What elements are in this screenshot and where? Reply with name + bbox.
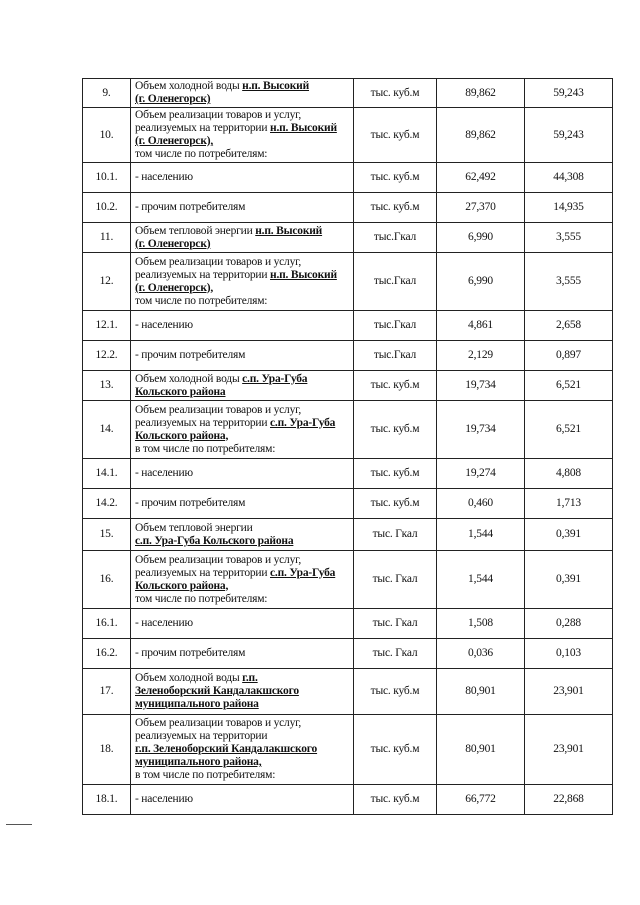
description-text: Объем реализации товаров и услуг, <box>135 255 302 268</box>
row-description <box>131 193 354 223</box>
description-line <box>135 467 349 480</box>
row-description <box>131 371 354 401</box>
description-line <box>135 769 349 782</box>
description-line <box>135 135 349 148</box>
description-line <box>135 269 349 282</box>
row-value-1: 19,734 <box>437 401 525 459</box>
row-number: 9. <box>83 79 131 108</box>
description-line <box>135 238 349 251</box>
row-number: 16.2. <box>83 639 131 669</box>
row-unit: тыс. куб.м <box>354 785 437 815</box>
description-line <box>135 282 349 295</box>
row-value-2: 44,308 <box>525 163 613 193</box>
row-value-2: 14,935 <box>525 193 613 223</box>
description-text: реализуемых на территории <box>135 566 271 579</box>
row-unit: тыс. куб.м <box>354 193 437 223</box>
table-row <box>83 341 613 371</box>
description-text: - прочим потребителям <box>135 201 246 213</box>
row-number: 16. <box>83 551 131 609</box>
data-table <box>82 78 613 815</box>
location-name: (г. Оленегорск), <box>135 281 214 294</box>
description-text: том числе по потребителям: <box>135 148 268 160</box>
row-number: 14. <box>83 401 131 459</box>
row-unit: тыс. куб.м <box>354 669 437 715</box>
table-row <box>83 551 613 609</box>
row-value-2: 0,391 <box>525 519 613 551</box>
location-name: с.п. Ура-Губа <box>270 416 336 429</box>
description-line <box>135 443 349 456</box>
row-value-1: 6,990 <box>437 223 525 253</box>
location-name: Кольского района <box>135 385 226 398</box>
row-unit: тыс. Гкал <box>354 639 437 669</box>
table-row <box>83 193 613 223</box>
table-row <box>83 715 613 785</box>
row-number: 10. <box>83 108 131 163</box>
description-text: реализуемых на территории <box>135 268 271 281</box>
location-name: муниципального района <box>135 698 259 710</box>
row-description <box>131 715 354 785</box>
description-text: том числе по потребителям: <box>135 592 268 605</box>
row-value-2: 2,658 <box>525 311 613 341</box>
description-text: в том числе по потребителям: <box>135 769 276 781</box>
row-value-2: 0,897 <box>525 341 613 371</box>
description-text: - прочим потребителям <box>135 647 246 659</box>
description-line <box>135 93 349 106</box>
row-value-2: 6,521 <box>525 371 613 401</box>
location-name: (г. Оленегорск) <box>135 237 211 250</box>
description-line <box>135 593 349 606</box>
row-description <box>131 163 354 193</box>
table-row <box>83 371 613 401</box>
row-number: 18. <box>83 715 131 785</box>
row-value-2: 22,868 <box>525 785 613 815</box>
description-line <box>135 497 349 510</box>
description-text: Объем реализации товаров и услуг, <box>135 717 302 729</box>
table-row <box>83 401 613 459</box>
description-text: - прочим потребителям <box>135 497 246 509</box>
row-description <box>131 519 354 551</box>
row-value-1: 1,544 <box>437 551 525 609</box>
row-value-1: 66,772 <box>437 785 525 815</box>
description-line <box>135 567 349 580</box>
row-description <box>131 489 354 519</box>
description-line <box>135 554 349 567</box>
row-value-1: 1,508 <box>437 609 525 639</box>
row-number: 12. <box>83 253 131 311</box>
row-unit: тыс. Гкал <box>354 609 437 639</box>
description-line <box>135 201 349 214</box>
description-line <box>135 756 349 769</box>
table-row <box>83 489 613 519</box>
description-text: в том числе по потребителям: <box>135 442 276 455</box>
row-number: 12.1. <box>83 311 131 341</box>
table-body <box>83 79 613 815</box>
row-value-1: 19,734 <box>437 371 525 401</box>
description-line <box>135 373 349 386</box>
location-name: (г. Оленегорск), <box>135 135 214 147</box>
row-value-2: 3,555 <box>525 223 613 253</box>
location-name: муниципального района, <box>135 756 262 768</box>
row-value-2: 0,391 <box>525 551 613 609</box>
row-unit: тыс. куб.м <box>354 79 437 108</box>
description-line <box>135 80 349 93</box>
row-value-2: 1,713 <box>525 489 613 519</box>
table-row <box>83 609 613 639</box>
row-description <box>131 79 354 108</box>
row-number: 14.2. <box>83 489 131 519</box>
table-row <box>83 459 613 489</box>
description-text: Объем холодной воды <box>135 80 243 92</box>
row-value-1: 0,460 <box>437 489 525 519</box>
row-value-1: 19,274 <box>437 459 525 489</box>
description-text: - населению <box>135 467 193 479</box>
description-line <box>135 730 349 743</box>
row-value-1: 80,901 <box>437 715 525 785</box>
row-value-2: 59,243 <box>525 79 613 108</box>
description-line <box>135 256 349 269</box>
row-number: 16.1. <box>83 609 131 639</box>
row-unit: тыс. куб.м <box>354 401 437 459</box>
location-name: (г. Оленегорск) <box>135 93 211 105</box>
description-line <box>135 386 349 399</box>
row-value-2: 59,243 <box>525 108 613 163</box>
row-value-1: 1,544 <box>437 519 525 551</box>
description-text: - населению <box>135 171 193 183</box>
row-number: 10.1. <box>83 163 131 193</box>
row-number: 12.2. <box>83 341 131 371</box>
description-line <box>135 535 349 548</box>
row-value-1: 89,862 <box>437 79 525 108</box>
row-number: 17. <box>83 669 131 715</box>
row-value-1: 2,129 <box>437 341 525 371</box>
description-line <box>135 698 349 711</box>
row-value-1: 27,370 <box>437 193 525 223</box>
location-name: н.п. Высокий <box>242 80 310 92</box>
row-unit: тыс. куб.м <box>354 715 437 785</box>
table-row <box>83 163 613 193</box>
row-value-2: 23,901 <box>525 715 613 785</box>
row-number: 10.2. <box>83 193 131 223</box>
description-text: том числе по потребителям: <box>135 294 268 307</box>
row-unit: тыс.Гкал <box>354 223 437 253</box>
description-text: Объем холодной воды <box>135 672 243 684</box>
row-value-1: 4,861 <box>437 311 525 341</box>
description-line <box>135 171 349 184</box>
table-row <box>83 519 613 551</box>
row-description <box>131 401 354 459</box>
row-number: 14.1. <box>83 459 131 489</box>
description-line <box>135 148 349 161</box>
location-name: г.п. Зеленоборский Кандалакшского <box>135 743 318 755</box>
row-unit: тыс. куб.м <box>354 459 437 489</box>
location-name: с.п. Ура-Губа <box>270 566 336 579</box>
description-line <box>135 430 349 443</box>
location-name: н.п. Высокий <box>255 224 323 237</box>
description-line <box>135 743 349 756</box>
description-line <box>135 522 349 535</box>
description-text: реализуемых на территории <box>135 122 271 134</box>
row-value-2: 3,555 <box>525 253 613 311</box>
description-text: - населению <box>135 319 193 331</box>
location-name: Кольского района, <box>135 429 229 442</box>
row-description <box>131 669 354 715</box>
table-row <box>83 79 613 108</box>
table-row <box>83 253 613 311</box>
location-name: Зеленоборский Кандалакшского <box>135 685 299 697</box>
table-row <box>83 311 613 341</box>
location-name: г.п. <box>242 672 258 684</box>
description-text: - населению <box>135 617 193 629</box>
row-unit: тыс.Гкал <box>354 253 437 311</box>
table-row <box>83 223 613 253</box>
row-description <box>131 253 354 311</box>
row-value-2: 6,521 <box>525 401 613 459</box>
description-line <box>135 685 349 698</box>
description-line <box>135 122 349 135</box>
row-unit: тыс. куб.м <box>354 371 437 401</box>
description-line <box>135 295 349 308</box>
row-value-2: 4,808 <box>525 459 613 489</box>
description-text: Объем реализации товаров и услуг, <box>135 553 302 566</box>
row-number: 11. <box>83 223 131 253</box>
description-line <box>135 319 349 332</box>
row-number: 18.1. <box>83 785 131 815</box>
description-line <box>135 617 349 630</box>
row-value-1: 80,901 <box>437 669 525 715</box>
location-name: н.п. Высокий <box>270 268 337 281</box>
row-value-2: 0,103 <box>525 639 613 669</box>
description-line <box>135 109 349 122</box>
description-text: Объем реализации товаров и услуг, <box>135 109 302 121</box>
location-name: с.п. Ура-Губа Кольского района <box>135 534 294 547</box>
row-description <box>131 108 354 163</box>
row-description <box>131 459 354 489</box>
description-text: реализуемых на территории <box>135 416 271 429</box>
row-value-2: 0,288 <box>525 609 613 639</box>
row-description <box>131 341 354 371</box>
row-description <box>131 223 354 253</box>
description-line <box>135 349 349 362</box>
row-value-1: 89,862 <box>437 108 525 163</box>
row-description <box>131 311 354 341</box>
margin-mark <box>6 824 32 825</box>
table-row <box>83 108 613 163</box>
description-line <box>135 225 349 238</box>
row-number: 13. <box>83 371 131 401</box>
location-name: с.п. Ура-Губа <box>242 372 308 385</box>
description-line <box>135 580 349 593</box>
description-text: Объем холодной воды <box>135 372 243 385</box>
description-line <box>135 672 349 685</box>
description-text: Объем тепловой энергии <box>135 521 253 534</box>
description-line <box>135 417 349 430</box>
description-line <box>135 717 349 730</box>
row-unit: тыс. куб.м <box>354 489 437 519</box>
row-unit: тыс. куб.м <box>354 163 437 193</box>
description-text: - населению <box>135 793 193 805</box>
row-unit: тыс.Гкал <box>354 311 437 341</box>
row-description <box>131 551 354 609</box>
row-value-1: 62,492 <box>437 163 525 193</box>
row-unit: тыс. Гкал <box>354 519 437 551</box>
table-row <box>83 639 613 669</box>
row-value-2: 23,901 <box>525 669 613 715</box>
description-line <box>135 793 349 806</box>
row-description <box>131 785 354 815</box>
description-line <box>135 404 349 417</box>
row-unit: тыс. Гкал <box>354 551 437 609</box>
row-number: 15. <box>83 519 131 551</box>
description-line <box>135 647 349 660</box>
description-text: Объем реализации товаров и услуг, <box>135 403 302 416</box>
row-description <box>131 609 354 639</box>
description-text: Объем тепловой энергии <box>135 224 256 237</box>
location-name: Кольского района, <box>135 579 229 592</box>
row-unit: тыс.Гкал <box>354 341 437 371</box>
row-description <box>131 639 354 669</box>
row-unit: тыс. куб.м <box>354 108 437 163</box>
row-value-1: 6,990 <box>437 253 525 311</box>
table-row <box>83 669 613 715</box>
description-text: реализуемых на территории <box>135 730 268 742</box>
description-text: - прочим потребителям <box>135 349 246 361</box>
location-name: н.п. Высокий <box>270 122 337 134</box>
table-row <box>83 785 613 815</box>
row-value-1: 0,036 <box>437 639 525 669</box>
